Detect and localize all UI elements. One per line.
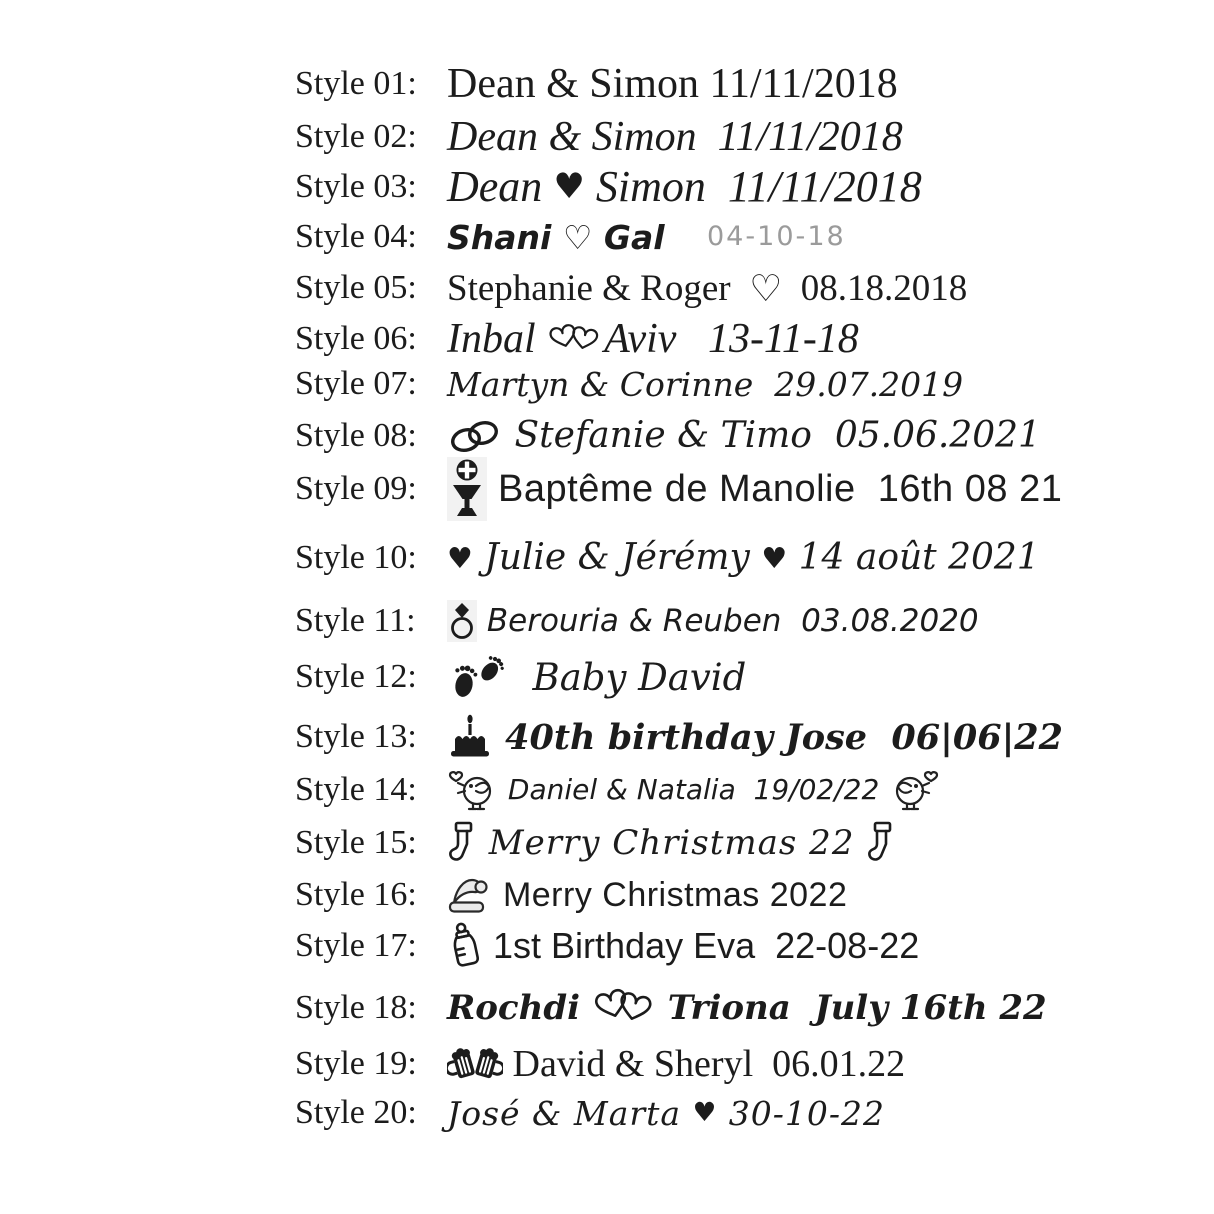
style-sample	[447, 711, 1063, 763]
birthday-cake-icon	[447, 711, 493, 763]
sample-text: José & Marta	[447, 1093, 693, 1133]
style-row	[295, 416, 1041, 456]
style-sample	[447, 766, 940, 814]
style-row	[295, 875, 847, 915]
style-row	[295, 365, 963, 403]
style-row	[295, 457, 1062, 521]
style-sample	[447, 364, 964, 404]
sample-text: Triona July 16th 22	[655, 988, 1047, 1028]
sample-text: Berouria & Reuben 03.08.2020	[477, 602, 979, 639]
style-row	[295, 1041, 905, 1087]
style-label: Style 15:	[295, 824, 417, 861]
sample-text: Simon 11/11/2018	[584, 162, 922, 211]
style-label: Style 03:	[295, 168, 417, 205]
style-sample	[447, 318, 859, 360]
style-label: Style 16:	[295, 876, 417, 913]
stocking-icon	[866, 820, 896, 866]
sample-text: Stephanie & Roger	[447, 267, 750, 309]
style-row	[295, 711, 1063, 763]
double-hearts-big-icon	[592, 983, 656, 1033]
style-sample	[447, 600, 979, 642]
style-sample	[447, 537, 1040, 578]
style-sample	[447, 921, 919, 971]
sample-text: Baby David	[509, 655, 747, 699]
style-label: Style 01:	[295, 65, 417, 102]
style-label: Style 20:	[295, 1094, 417, 1131]
style-row	[295, 921, 919, 971]
style-label: Style 11:	[295, 602, 416, 639]
santa-hat-icon	[447, 875, 493, 915]
bird-right-icon	[888, 766, 940, 814]
style-row	[295, 1094, 885, 1132]
sample-text: Inbal	[447, 316, 547, 362]
style-label: Style 13:	[295, 718, 417, 755]
beer-mugs-icon	[447, 1041, 503, 1087]
sample-text: Merry Christmas 2022	[493, 876, 848, 914]
style-label: Style 06:	[295, 320, 417, 357]
style-label: Style 18:	[295, 989, 417, 1026]
baby-feet-icon	[447, 653, 509, 701]
sample-text: Martyn & Corinne 29.07.2019	[447, 364, 964, 404]
sample-text: 30-10-22	[717, 1093, 886, 1133]
style-sample	[447, 1041, 905, 1087]
style-label: Style 02:	[295, 118, 417, 155]
sample-text: Daniel & Natalia 19/02/22	[499, 773, 889, 806]
style-label: Style 14:	[295, 771, 417, 808]
diamond-ring-icon	[447, 600, 477, 642]
style-label: Style 04:	[295, 218, 417, 255]
style-sample	[447, 983, 1047, 1033]
sample-text: 40th birthday Jose 06|06|22	[493, 716, 1064, 758]
wedding-rings-icon	[447, 416, 503, 456]
sample-text: 14 août 2021	[787, 537, 1040, 578]
style-sample	[447, 217, 846, 257]
heart-filled-icon: ♥	[553, 166, 585, 208]
sample-text: 1st Birthday Eva 22-08-22	[483, 925, 920, 966]
style-label: Style 12:	[295, 658, 417, 695]
heart-filled-icon: ♥	[692, 1096, 718, 1128]
sample-text: Dean	[447, 162, 554, 211]
style-label: Style 09:	[295, 470, 417, 507]
sample-text: David & Sheryl 06.01.22	[503, 1043, 906, 1085]
style-label: Style 17:	[295, 927, 417, 964]
style-sample	[447, 416, 1041, 456]
sample-text: 04-10-18	[664, 221, 846, 253]
style-sample	[447, 266, 968, 310]
style-sample	[447, 875, 847, 915]
style-row	[295, 766, 940, 814]
style-label: Style 10:	[295, 539, 417, 576]
sample-text: Merry Christmas 22	[477, 823, 867, 863]
style-row	[295, 318, 859, 360]
bird-left-icon	[447, 766, 499, 814]
heart-filled-icon: ♥	[447, 540, 473, 575]
style-sample	[447, 820, 896, 866]
sample-text: Gal	[592, 217, 665, 257]
sample-text: Rochdi	[447, 988, 592, 1028]
style-sample	[447, 116, 903, 158]
style-row	[295, 539, 1040, 577]
style-row	[295, 820, 896, 866]
sample-text: Dean & Simon 11/11/2018	[447, 61, 898, 107]
sample-text: Dean & Simon 11/11/2018	[447, 114, 903, 160]
style-sample	[447, 653, 746, 701]
style-row	[295, 653, 746, 701]
style-row	[295, 162, 922, 211]
stocking-icon	[447, 820, 477, 866]
heart-outline-icon: ♡	[749, 266, 783, 310]
sample-text: Shani	[447, 217, 563, 257]
style-row	[295, 600, 979, 642]
style-label: Style 19:	[295, 1045, 417, 1082]
style-sample	[447, 63, 898, 105]
style-sample	[447, 162, 922, 211]
style-sample	[447, 457, 1062, 521]
style-row	[295, 116, 903, 158]
style-row	[295, 266, 968, 310]
heart-filled-icon: ♥	[761, 540, 788, 575]
sample-text: Stefanie & Timo 05.06.2021	[503, 415, 1041, 456]
chalice-icon	[447, 457, 487, 521]
style-row	[295, 218, 846, 256]
style-label: Style 07:	[295, 365, 417, 402]
style-sample	[447, 1093, 886, 1133]
double-hearts-icon	[546, 319, 604, 359]
style-row	[295, 63, 898, 105]
sample-text: Baptême de Manolie 16th 08 21	[487, 468, 1063, 510]
baby-bottle-icon	[447, 921, 483, 971]
sample-text: Aviv 13-11-18	[604, 316, 859, 362]
sample-text: 08.18.2018	[782, 267, 968, 309]
style-label: Style 05:	[295, 269, 417, 306]
sample-text: Julie & Jérémy	[472, 537, 762, 578]
style-row	[295, 983, 1047, 1033]
style-label: Style 08:	[295, 417, 417, 454]
heart-outline-icon: ♡	[562, 217, 593, 257]
